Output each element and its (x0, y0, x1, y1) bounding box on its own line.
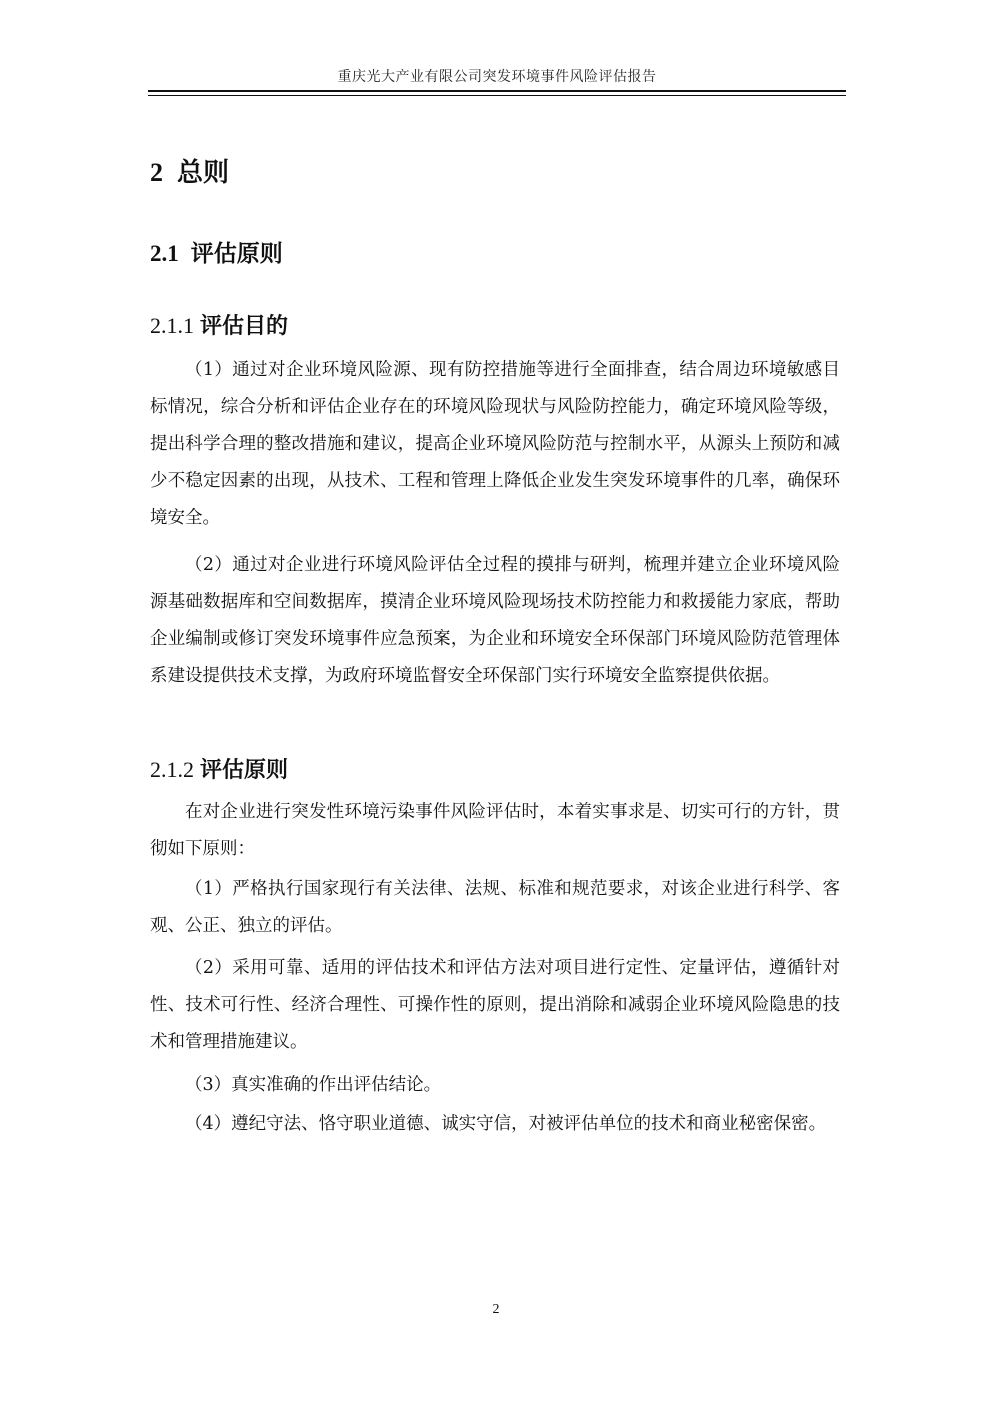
subsection-title: 评估目的 (200, 314, 289, 339)
header-rule (148, 90, 846, 92)
page-number: 2 (492, 1302, 500, 1317)
chapter-title: 总则 (177, 158, 230, 188)
header-rule-thin (148, 95, 846, 96)
paragraph: （4）遵纪守法、恪守职业道德、诚实守信，对被评估单位的技术和商业秘密保密。 (185, 1114, 827, 1134)
paragraph: （2）通过对企业进行环境风险评估全过程的摸排与研判，梳理并建立企业环境风险源基础数据库和空间数据库，摸清企业环境风险现场技术防控能力和救援能力家底，帮助企业编制或修订突发环境事件应急预案，为企业和环境安全环保部门环境风险防范管理体系建设提供技术支撑，为政府环境监督安全环保部门实行环境安全监察提供依据。 (150, 555, 840, 686)
paragraph: （2）采用可靠、适用的评估技术和评估方法对项目进行定性、定量评估，遵循针对性、技术可行性、经济合理性、可操作性的原则，提出消除和减弱企业环境风险隐患的技术和管理措施建议。 (150, 958, 840, 1052)
subsection-number: 2.1.2 (150, 757, 194, 782)
paragraph: （1）严格执行国家现行有关法律、法规、标准和规范要求，对该企业进行科学、客观、公正、独立的评估。 (150, 879, 840, 936)
subsection-title: 评估原则 (200, 758, 289, 783)
subsection-heading-purpose (150, 309, 288, 340)
chapter-heading (150, 152, 229, 189)
paragraph: （1）通过对企业环境风险源、现有防控措施等进行全面排查，结合周边环境敏感目标情况，综合分析和评估企业存在的环境风险现状与风险防控能力，确定环境风险等级，提出科学合理的整改措施和建议，提高企业环境风险防范与控制水平，从源头上预防和减少不稳定因素的出现，从技术、工程和管理上降低企业发生突发环境事件的几率，确保环境安全。 (150, 360, 840, 528)
chapter-number: 2 (150, 158, 163, 187)
paragraph: （3）真实准确的作出评估结论。 (185, 1075, 442, 1095)
section-heading (150, 235, 283, 268)
paragraph: 在对企业进行突发性环境污染事件风险评估时，本着实事求是、切实可行的方针，贯彻如下原则： (150, 802, 840, 859)
page-header: 重庆光大产业有限公司突发环境事件风险评估报告 (337, 69, 657, 85)
subsection-heading-principles (150, 753, 288, 784)
subsection-number: 2.1.1 (150, 313, 194, 338)
section-title: 评估原则 (190, 241, 283, 267)
section-number: 2.1 (150, 241, 179, 266)
